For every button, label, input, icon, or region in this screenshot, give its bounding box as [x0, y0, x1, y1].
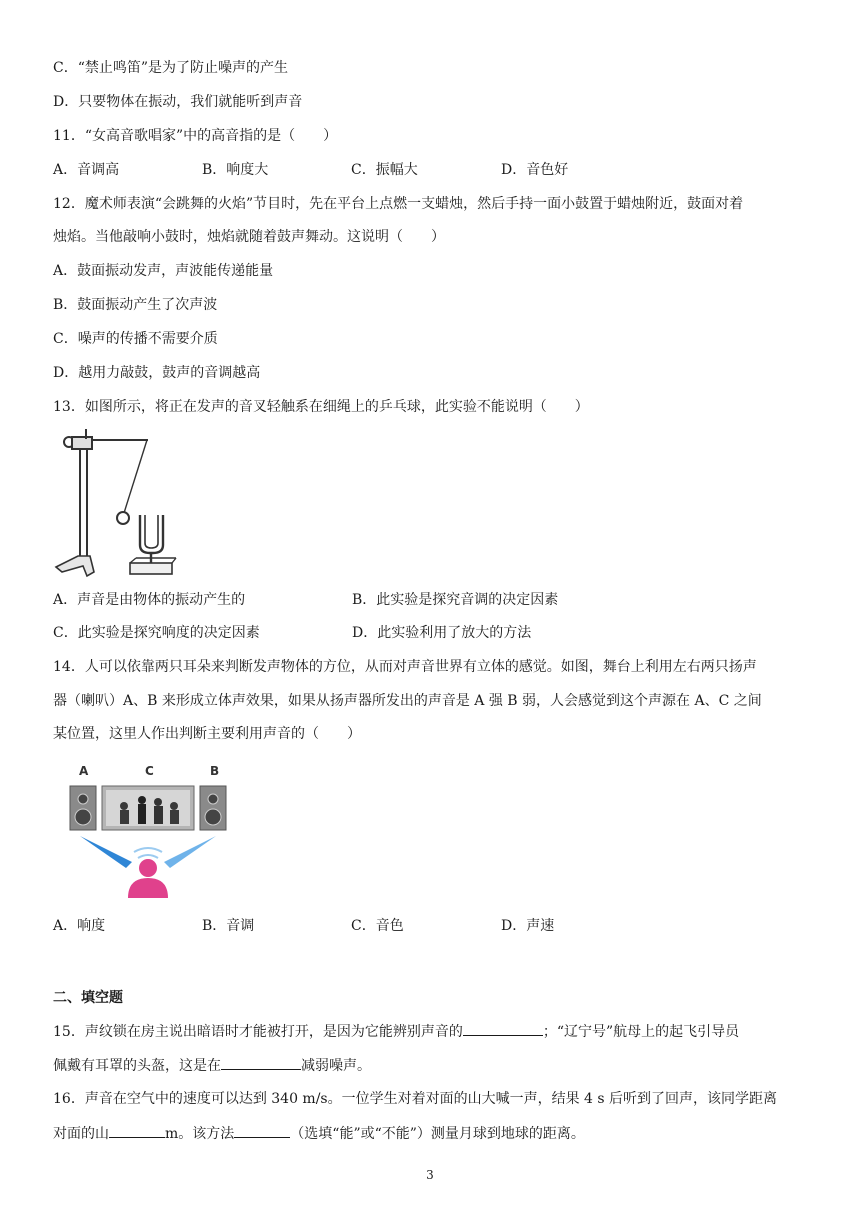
q14-stem-line3: 某位置，这里人作出判断主要利用声音的（ ）: [53, 726, 361, 742]
q13-option-d: D．此实验利用了放大的方法: [352, 625, 532, 641]
q15-line2: [53, 1055, 371, 1076]
q12-option-d: D．越用力敲鼓，鼓声的音调越高: [53, 365, 261, 381]
q16-answer-blank-1[interactable]: [109, 1123, 165, 1138]
q13-stem: 13．如图所示，将正在发声的音叉轻触系在细绳上的乒乓球，此实验不能说明（ ）: [53, 399, 589, 415]
q15-answer-blank-2[interactable]: [221, 1055, 301, 1070]
q16-text-part4: （选填“能”或“不能”）测量月球到地球的距离。: [290, 1126, 585, 1142]
q14-stem-line1: 14．人可以依靠两只耳朵来判断发声物体的方位，从而对声音世界有立体的感觉。如图，舞台上利用左右两只扬声: [53, 659, 757, 675]
listener-body: [128, 878, 168, 898]
q16-line1: 16．声音在空气中的速度可以达到 340 m/s。一位学生对着对面的山大喊一声，结果 4 s 后听到了回声，该同学距离: [53, 1091, 778, 1107]
q15-text-part2: ；“辽宁号”航母上的起飞引导员: [542, 1024, 740, 1040]
q15-line1: [53, 1021, 739, 1042]
q13-option-b: B．此实验是探究音调的决定因素: [352, 592, 559, 608]
sound-arrow-left: [80, 836, 132, 868]
q12-stem-line2: 烛焰。当他敲响小鼓时，烛焰就随着鼓声舞动。这说明（ ）: [53, 229, 445, 245]
resonance-box: [130, 563, 172, 574]
q15-text-part4: 减弱噪声。: [301, 1058, 371, 1074]
stereo-speaker-figure: [66, 782, 230, 900]
section-title-fill-in: 二、填空题: [53, 990, 123, 1006]
q16-answer-blank-2[interactable]: [234, 1123, 290, 1138]
figure-label-a: A: [79, 764, 89, 778]
q12-stem-line1: 12．魔术师表演“会跳舞的火焰”节目时，先在平台上点燃一支蜡烛，然后手持一面小鼓置于蜡烛附近，鼓面对着: [53, 196, 744, 212]
figure-label-c: C: [145, 764, 154, 778]
q11-stem: 11．“女高音歌唱家”中的高音指的是（ ）: [53, 128, 338, 144]
q14-option-c: C．音色: [351, 918, 404, 934]
q12-option-c: C．噪声的传播不需要介质: [53, 331, 218, 347]
q14-option-b: B．音调: [202, 918, 255, 934]
tuning-fork-pendulum-figure: [52, 425, 182, 583]
q16-line2: [53, 1123, 585, 1144]
q13-option-a: A．声音是由物体的振动产生的: [53, 592, 246, 608]
q15-text-part1: 15．声纹锁在房主说出暗语时才能被打开，是因为它能辨别声音的: [53, 1024, 463, 1040]
q11-option-c: C．振幅大: [351, 162, 418, 178]
q12-option-b: B．鼓面振动产生了次声波: [53, 297, 218, 313]
q16-text-part3: m。该方法: [165, 1126, 235, 1142]
q11-option-d: D．音色好: [501, 162, 569, 178]
figure-label-b: B: [210, 764, 220, 778]
q14-stem-line2: 器（喇叭）A、B 来形成立体声效果，如果从扬声器所发出的声音是 A 强 B 弱，人会感觉到这个声源在 A、C 之间: [53, 693, 762, 709]
ping-pong-ball: [117, 512, 129, 524]
page-number: 3: [426, 1168, 434, 1182]
q12-option-a: A．鼓面振动发声，声波能传递能量: [53, 263, 274, 279]
q16-text-part2: 对面的山: [53, 1126, 109, 1142]
q11-option-a: A．音调高: [53, 162, 120, 178]
stand-base: [56, 556, 94, 576]
sound-arrow-right: [164, 836, 216, 868]
q11-option-b: B．响度大: [202, 162, 269, 178]
listener-head: [139, 859, 157, 877]
q10-option-c: C．“禁止鸣笛”是为了防止噪声的产生: [53, 60, 289, 76]
q13-option-c: C．此实验是探究响度的决定因素: [53, 625, 260, 641]
clamp-block: [72, 437, 92, 449]
q15-answer-blank-1[interactable]: [463, 1021, 543, 1036]
string: [124, 440, 147, 513]
q10-option-d: D．只要物体在振动，我们就能听到声音: [53, 94, 303, 110]
q15-text-part3: 佩戴有耳罩的头盔，这是在: [53, 1058, 221, 1074]
q14-option-a: A．响度: [53, 918, 106, 934]
q14-option-d: D．声速: [501, 918, 555, 934]
